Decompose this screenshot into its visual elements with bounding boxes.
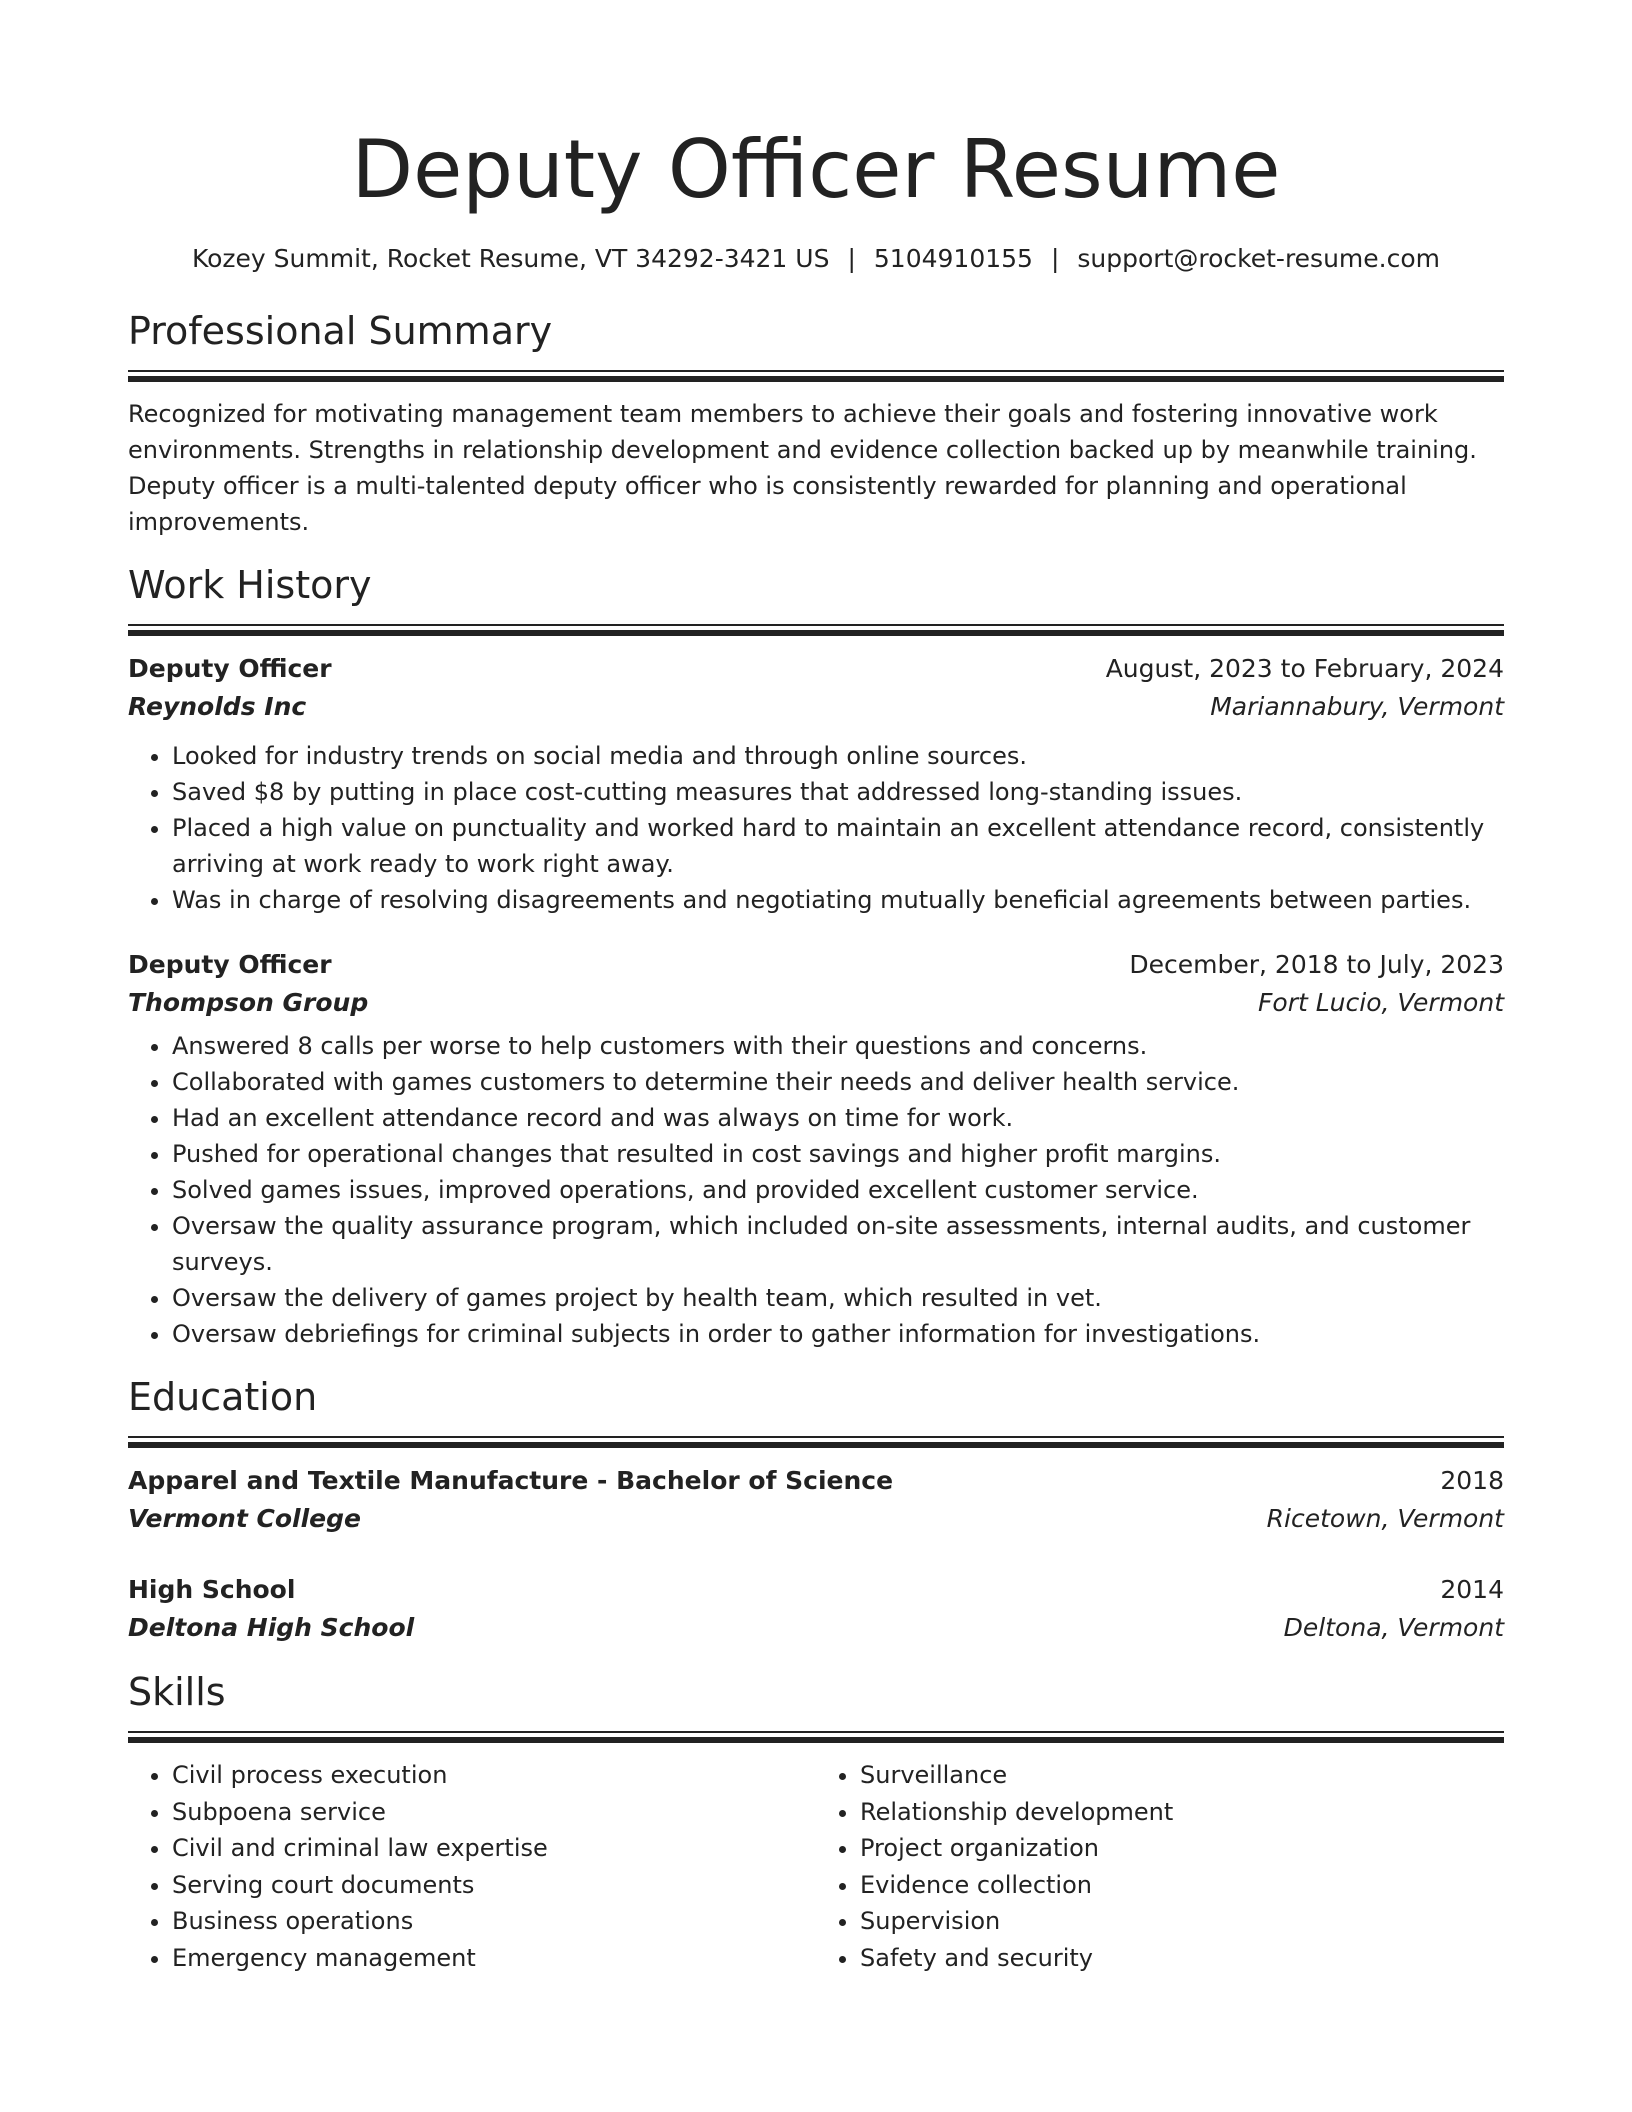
education-entry — [128, 1571, 1504, 1647]
education-year: 2014 — [1440, 1575, 1504, 1604]
job-bullet: • Saved $8 by putting in place cost-cutting measures that addressed long-standing issues. — [172, 774, 1504, 810]
job-bullet: • Collaborated with games customers to determine their needs and deliver health service. — [172, 1064, 1504, 1100]
contact-email: support@rocket-resume.com — [1077, 244, 1441, 273]
job-bullet: • Oversaw the delivery of games project by health team, which resulted in vet. — [172, 1280, 1504, 1316]
section-rule-thick — [128, 376, 1504, 382]
section-rule — [128, 1436, 1504, 1438]
contact-separator: | — [847, 244, 856, 273]
job-company: Thompson Group — [128, 988, 369, 1017]
contact-separator: | — [1050, 244, 1060, 273]
skill-item: • Surveillance — [860, 1757, 1504, 1794]
education-year: 2018 — [1440, 1466, 1504, 1495]
skill-item: • Safety and security — [860, 1940, 1504, 1977]
contact-line — [128, 242, 1504, 276]
job-dates: December, 2018 to July, 2023 — [1129, 950, 1504, 979]
job-location: Fort Lucio, Vermont — [1258, 988, 1504, 1017]
skills-list-right — [816, 1757, 1504, 1976]
skill-item: • Relationship development — [860, 1794, 1504, 1831]
skills-heading: Skills — [128, 1670, 226, 1714]
job-bullet: • Answered 8 calls per worse to help customers with their questions and concerns. — [172, 1028, 1504, 1064]
section-rule-thick — [128, 1442, 1504, 1448]
summary-text: Recognized for motivating management team members to achieve their goals and fostering innovative work environments. Strengths in relationship development and evidence collection backed up by meanwhile training. Deputy officer is a multi-talented deputy officer who is consistently rewarded for planning and operational improvements. — [128, 400, 1477, 536]
job-company: Reynolds Inc — [128, 692, 307, 721]
education-school: Deltona High School — [128, 1613, 415, 1642]
job-bullet: • Oversaw the quality assurance program, which included on-site assessments, internal audits, and customer surveys. — [172, 1208, 1504, 1280]
job-bullet: • Placed a high value on punctuality and worked hard to maintain an excellent attendance record, consistently arriving at work ready to work right away. — [172, 810, 1504, 882]
job-bullet: • Was in charge of resolving disagreements and negotiating mutually beneficial agreements between parties. — [172, 882, 1504, 918]
education-section — [128, 1372, 1504, 1647]
education-school: Vermont College — [128, 1504, 361, 1533]
skill-item: • Project organization — [860, 1830, 1504, 1867]
resume-title: Deputy Officer Resume — [351, 123, 1281, 216]
summary-heading: Professional Summary — [128, 309, 553, 353]
job-dates: August, 2023 to February, 2024 — [1105, 654, 1504, 683]
job-bullet: • Solved games issues, improved operations, and provided excellent customer service. — [172, 1172, 1504, 1208]
job-entry — [128, 946, 1504, 1352]
education-entry — [128, 1462, 1504, 1538]
section-rule-thick — [128, 630, 1504, 636]
skill-item: • Emergency management — [172, 1940, 816, 1977]
skills-list-left — [128, 1757, 816, 1976]
summary-section — [128, 306, 1504, 540]
skills-section — [128, 1667, 1504, 1976]
skill-item: • Evidence collection — [860, 1867, 1504, 1904]
contact-address: Kozey Summit, Rocket Resume, VT 34292-3421 US — [191, 244, 830, 273]
section-rule — [128, 1731, 1504, 1733]
work-section — [128, 560, 1504, 1352]
education-heading: Education — [128, 1375, 318, 1419]
education-location: Deltona, Vermont — [1283, 1613, 1504, 1642]
education-degree: High School — [128, 1575, 296, 1604]
skill-item: • Serving court documents — [172, 1867, 816, 1904]
skill-item: • Supervision — [860, 1903, 1504, 1940]
job-bullet: • Pushed for operational changes that resulted in cost savings and higher profit margins. — [172, 1136, 1504, 1172]
contact-phone: 5104910155 — [873, 244, 1033, 273]
job-bullet: • Had an excellent attendance record and was always on time for work. — [172, 1100, 1504, 1136]
job-bullet: • Looked for industry trends on social media and through online sources. — [172, 738, 1504, 774]
section-rule — [128, 370, 1504, 372]
section-rule — [128, 624, 1504, 626]
skills-columns — [128, 1757, 1504, 1976]
education-degree: Apparel and Textile Manufacture - Bachelor of Science — [128, 1466, 894, 1495]
skill-item: • Business operations — [172, 1903, 816, 1940]
job-location: Mariannabury, Vermont — [1210, 692, 1504, 721]
job-title: Deputy Officer — [128, 950, 332, 979]
skill-item: • Civil and criminal law expertise — [172, 1830, 816, 1867]
skill-item: • Subpoena service — [172, 1794, 816, 1831]
section-rule-thick — [128, 1737, 1504, 1743]
job-bullets — [128, 738, 1504, 918]
job-title: Deputy Officer — [128, 654, 332, 683]
job-bullet: • Oversaw debriefings for criminal subjects in order to gather information for investigations. — [172, 1316, 1504, 1352]
job-bullets — [128, 1028, 1504, 1352]
job-entry — [128, 650, 1504, 918]
education-location: Ricetown, Vermont — [1266, 1504, 1504, 1533]
skill-item: • Civil process execution — [172, 1757, 816, 1794]
work-heading: Work History — [128, 563, 372, 607]
